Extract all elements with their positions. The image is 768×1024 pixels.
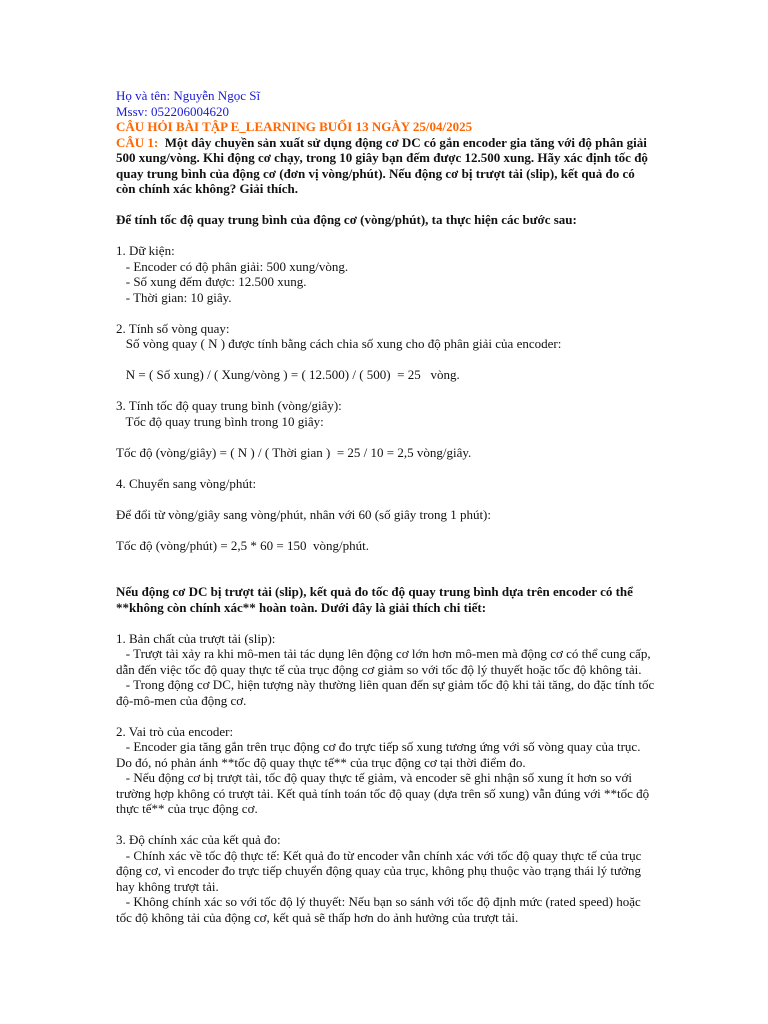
step4-desc: Để đổi từ vòng/giây sang vòng/phút, nhân với 60 (số giây trong 1 phút): (116, 506, 491, 522)
sec1-paragraph: - Trượt tải xảy ra khi mô-men tải tác dụng lên động cơ lớn hơn mô-men mà động cơ có thể cung cấp, dẫn đến việc tốc độ quay thực tế của trục động cơ giảm so với tốc độ lý thuyết hoặc tốc độ không tải. (116, 646, 654, 677)
step1-item: - Encoder có độ phân giải: 500 xung/vòng. (116, 258, 349, 274)
step3-desc: Tốc độ quay trung bình trong 10 giây: (116, 413, 324, 429)
student-id: Mssv: 052206004620 (116, 103, 230, 119)
step1-title: 1. Dữ kiện: (116, 243, 175, 258)
sec3-title: 3. Độ chính xác của kết quả đo: (116, 832, 281, 847)
sec2-paragraph: - Encoder gia tăng gắn trên trục động cơ đo trực tiếp số xung tương ứng với số vòng quay của trục. Do đó, nó phản ánh **tốc độ quay thực tế** của trục động cơ tại thời điểm đo. (116, 739, 644, 770)
step1-item: - Số xung đếm được: 12.500 xung. (116, 274, 307, 289)
step1-item: - Thời gian: 10 giây. (116, 289, 232, 305)
student-name: Họ và tên: Nguyễn Ngọc Sĩ (116, 88, 261, 103)
sec1-paragraph: - Trong động cơ DC, hiện tượng này thường liên quan đến sự giảm tốc độ khi tải tăng, do đặc tính tốc độ-mô-men của động cơ. (116, 677, 658, 708)
question-label: CÂU 1: (116, 134, 159, 150)
sec3-paragraph: - Chính xác về tốc độ thực tế: Kết quả đo từ encoder vẫn chính xác với tốc độ quay thực tế của trục động cơ, vì encoder đo trực tiếp chuyển động quay của trục, không phụ thuộc vào trạng thái lý tưởng hay không trượt tải. (116, 847, 645, 894)
sec2-title: 2. Vai trò của encoder: (116, 723, 234, 739)
part1-heading: Để tính tốc độ quay trung bình của động cơ (vòng/phút), ta thực hiện các bước sau: (116, 212, 577, 227)
step2-formula: N = ( Số xung) / ( Xung/vòng ) = ( 12.500) / ( 500) = 25 vòng. (116, 367, 460, 382)
step2-title: 2. Tính số vòng quay: (116, 320, 230, 336)
step2-desc: Số vòng quay ( N ) được tính bằng cách chia số xung cho độ phân giải của encoder: (116, 336, 562, 351)
sec1-title: 1. Bản chất của trượt tải (slip): (116, 630, 276, 646)
question-text: Một dây chuyền sản xuất sử dụng động cơ DC có gắn encoder gia tăng với độ phân giải 500 xung/vòng. Khi động cơ chạy, trong 10 giây bạn đếm được 12.500 xung. Hãy xác định tốc độ quay trung bình của động cơ (đơn vị vòng/phút). Nếu động cơ bị trượt tải (slip), kết quả đo có còn chính xác không? Giải thích. (116, 134, 652, 196)
step3-formula: Tốc độ (vòng/giây) = ( N ) / ( Thời gian ) = 25 / 10 = 2,5 vòng/giây. (116, 444, 472, 460)
step4-title: 4. Chuyển sang vòng/phút: (116, 475, 257, 491)
step3-title: 3. Tính tốc độ quay trung bình (vòng/giây): (116, 398, 342, 413)
sec2-paragraph: - Nếu động cơ bị trượt tải, tốc độ quay thực tế giảm, và encoder sẽ ghi nhận số xung ít hơn so với trường hợp không có trượt tải. Kết quả tính toán tốc độ quay (dựa trên số xung) vẫn đúng với **tốc độ thực tế** của trục động cơ. (116, 770, 653, 816)
step4-formula: Tốc độ (vòng/phút) = 2,5 * 60 = 150 vòng/phút. (116, 537, 369, 553)
sec3-paragraph: - Không chính xác so với tốc độ lý thuyết: Nếu bạn so sánh với tốc độ định mức (rated speed) hoặc tốc độ không tải của động cơ, kết quả sẽ thấp hơn do ảnh hưởng của trượt tải. (116, 894, 645, 925)
part2-heading: Nếu động cơ DC bị trượt tải (slip), kết quả đo tốc độ quay trung bình dựa trên encoder có thể **không còn chính xác** hoàn toàn. Dưới đây là giải thích chi tiết: (116, 584, 637, 615)
document-body (116, 88, 656, 925)
question-block (116, 135, 656, 197)
assignment-title: CÂU HỎI BÀI TẬP E_LEARNING BUỔI 13 NGÀY 25/04/2025 (116, 119, 473, 134)
